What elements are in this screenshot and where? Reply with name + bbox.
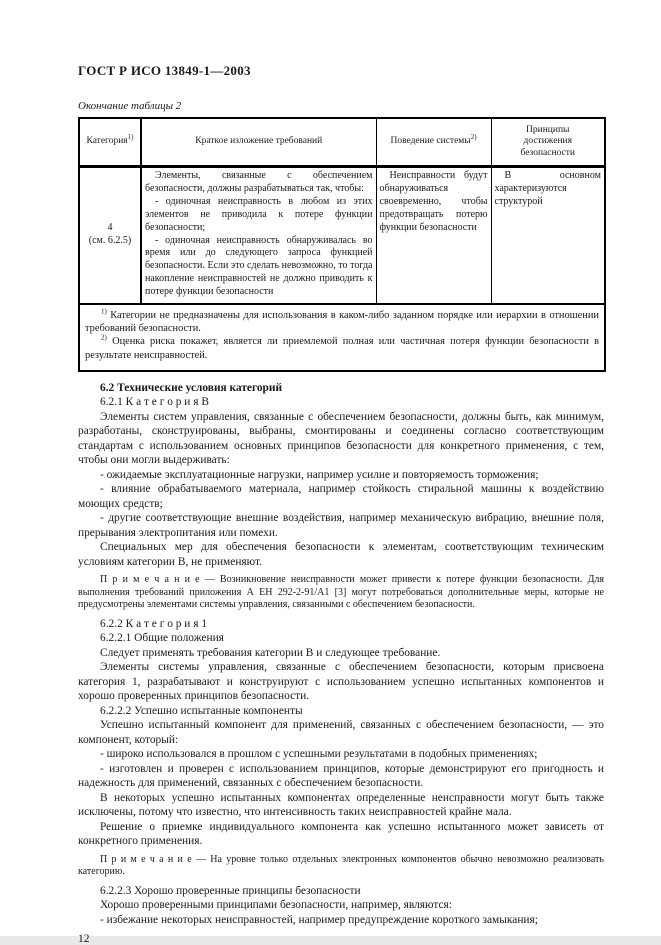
paragraph: Элементы систем управления, связанные с обеспечением безопасности, должны быть, как минимум, разработаны, сконструированы, выбраны, смонтированы и соединены согласно соответствующим стандартам с использованием основных принципов безопасности для конкретного применения, с тем, чтобы они могли выдерживать: <box>78 410 604 467</box>
footnote-marker-1: 1) <box>101 307 107 316</box>
requirement-paragraph: Элементы, связанные с обеспечением безопасности, должны разрабатываться так, чтобы: <box>145 170 373 194</box>
table-footnotes-row <box>79 304 605 371</box>
table-caption: Окончание таблицы 2 <box>78 100 182 112</box>
table-row <box>79 167 605 305</box>
note: П р и м е ч а н и е — Возникновение неисправности может привести к потере функции безопасности. Для выполнения требований приложения А ЕН 292-2-91/А1 [3] могут потребоваться дополнительные меры, которые не предусмотрены элементами системы управления, связанными с обеспечением безопасности. <box>78 574 604 611</box>
requirement-item: - одиночная неисправность обнаруживалась во время или до следующего запроса функцией безопасности. Если это сделать невозможно, то тогда накопление неисправностей не должно приводить к потере функции безопасности <box>145 234 373 298</box>
footnote-ref-1: 1) <box>127 133 134 142</box>
cell-requirements <box>141 167 376 305</box>
list-item: - изготовлен и проверен с использованием принципов, которые демонстрируют его пригодность и надежность для применений, связанных с обеспечением безопасности. <box>78 762 604 790</box>
heading-6-2-2-2: 6.2.2.2 Успешно испытанные компоненты <box>100 704 303 717</box>
paragraph: Решение о приемке индивидуального компонента как успешно испытанного может зависеть от конкретного применения. <box>78 820 604 848</box>
body-text <box>78 381 604 928</box>
table-footnote-1 <box>85 309 599 335</box>
col-header-category-label: Категория <box>86 136 128 147</box>
requirement-item: - одиночная неисправность в любом из этих элементов не приводила к потере функции безопасности; <box>145 195 373 233</box>
footnote-text-1: Категории не предназначены для использования в каком-либо заданном порядке или иерархии в отношении требований безопасности. <box>85 310 599 335</box>
category-reference: (см. 6.2.5) <box>88 234 132 246</box>
paragraph: Хорошо проверенными принципами безопасности, например, являются: <box>100 899 452 912</box>
list-item: - другие соответствующие внешние воздействия, например механическую вибрацию, внешние поля, прерывания электропитания или помехи. <box>78 512 604 539</box>
categories-table <box>78 117 606 372</box>
table-header-row <box>79 118 605 167</box>
paragraph: Элементы системы управления, связанные с обеспечением безопасности, которым присвоена категория 1, разрабатывают и конструируют с использованием успешно испытанных компонентов и хорошо проверенных принципов безопасности. <box>78 661 604 703</box>
footnote-marker-2: 2) <box>101 334 107 342</box>
col-header-behavior <box>376 118 491 167</box>
cell-principles <box>491 167 605 305</box>
cell-footnotes <box>79 304 605 371</box>
paragraph: В некоторых успешно испытанных компонентах определенные неисправности могут быть также исключены, потому что известно, что интенсивность таких неисправностей крайне мала. <box>78 791 604 819</box>
col-header-principles: Принципы достижения безопасности <box>491 118 605 167</box>
footnote-ref-2: 2) <box>470 133 477 142</box>
list-item: - широко использовался в прошлом с успешными результатами в подобных применениях; <box>100 748 538 761</box>
col-header-category <box>79 118 141 167</box>
cell-category <box>79 167 141 305</box>
list-item: - ожидаемые эксплуатационные нагрузки, например усилие и повторяемость торможения; <box>100 468 539 481</box>
category-number: 4 <box>107 222 113 234</box>
footnote-text-2: Оценка риска покажет, является ли приемлемой полная или частичная потеря функции безопасности в результате неисправностей. <box>85 336 600 361</box>
page-number: 12 <box>78 933 90 945</box>
heading-6-2: 6.2 Технические условия категорий <box>100 381 283 394</box>
note: П р и м е ч а н и е — На уровне только отдельных электронных компонентов обычно невозможно реализовать категорию. <box>78 853 604 878</box>
cell-behavior <box>376 167 491 305</box>
heading-6-2-1: 6.2.1 К а т е г о р и я В <box>100 396 209 409</box>
paragraph: Следует применять требования категории В и следующее требование. <box>100 646 441 659</box>
paragraph: Успешно испытанный компонент для применений, связанных с обеспечением безопасности, — это компонент, который: <box>78 719 604 746</box>
paragraph: Специальных мер для обеспечения безопасности к элементам, соответствующим техническим условиям категории В, не применяют. <box>78 541 604 568</box>
doc-code: ГОСТ Р ИСО 13849-1—2003 <box>78 63 251 78</box>
behavior-text: Неисправности будут обнаруживаться своевременно, чтобы предотвращать потерю функции безопасности <box>379 170 488 233</box>
heading-6-2-2-1: 6.2.2.1 Общие положения <box>100 632 224 645</box>
heading-6-2-2: 6.2.2 К а т е г о р и я 1 <box>100 617 208 630</box>
list-item: - влияние обрабатываемого материала, например стойкость стиральной машины к воздействию моющих средств; <box>78 483 604 510</box>
heading-6-2-2-3: 6.2.2.3 Хорошо проверенные принципы безопасности <box>100 884 361 897</box>
principles-text: В основном характеризуются структурой <box>494 170 601 207</box>
col-header-requirements: Краткое изложение требований <box>141 118 376 167</box>
list-item: - избежание некоторых неисправностей, например предупреждение короткого замыкания; <box>100 913 538 926</box>
col-header-behavior-label: Поведение системы <box>390 136 471 147</box>
table-footnote-2 <box>85 335 599 361</box>
